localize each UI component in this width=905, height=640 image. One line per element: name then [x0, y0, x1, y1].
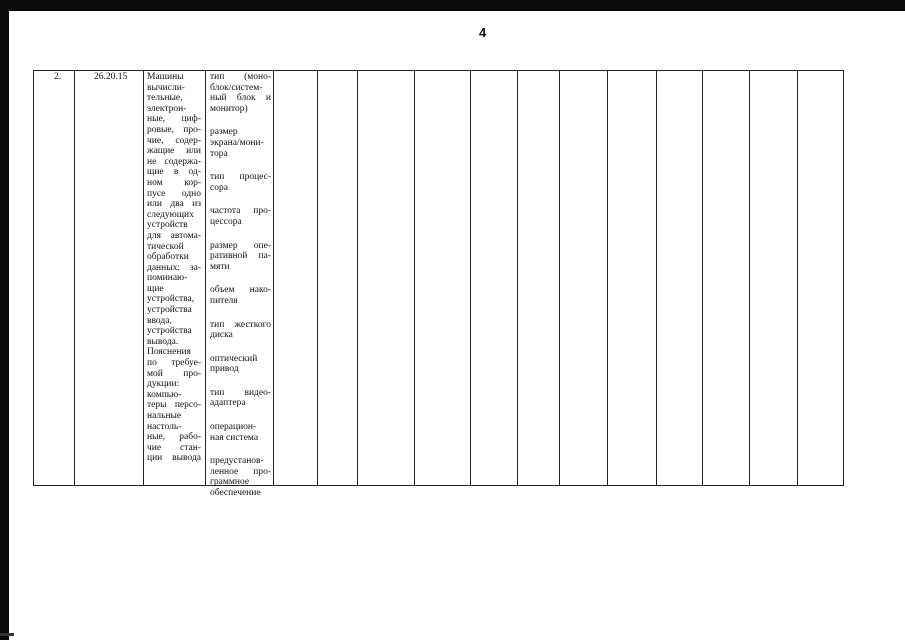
scan-bottom-mark	[0, 633, 14, 636]
characteristic-line: ный блок и	[210, 93, 271, 104]
table-col-border	[749, 70, 750, 486]
characteristic-line: привод	[210, 364, 239, 375]
characteristic-item	[210, 422, 271, 443]
product-name-line: мой про-	[147, 368, 201, 379]
characteristic-line: тип (моно-	[210, 72, 271, 82]
table-col-border	[357, 70, 358, 486]
product-name-line: или два из	[147, 199, 201, 210]
characteristic-item	[210, 354, 271, 375]
product-name-line: ровые, про-	[147, 124, 201, 135]
product-name-line: поминаю-	[147, 273, 188, 284]
characteristic-line: объем нако-	[210, 285, 271, 296]
characteristic-line: операцион-	[210, 422, 257, 433]
characteristic-line: диска	[210, 330, 233, 341]
characteristic-line: адаптера	[210, 398, 246, 409]
requirements-table	[33, 70, 844, 499]
product-name-line: для автома-	[147, 230, 201, 241]
scan-left-border	[0, 0, 9, 640]
table-col-border	[205, 70, 206, 486]
characteristic-line: размер	[210, 127, 238, 138]
product-name-line: тельные,	[147, 93, 183, 104]
product-name-line: ные, рабо-	[147, 432, 201, 443]
table-col-border	[517, 70, 518, 486]
table-col-border	[74, 70, 75, 486]
characteristic-item	[210, 456, 271, 498]
table-col-border	[273, 70, 274, 486]
table-col-border	[843, 70, 844, 486]
product-name-line: дукции:	[147, 379, 180, 390]
product-name-line: теры персо-	[147, 400, 201, 411]
table-col-border	[143, 70, 144, 486]
characteristic-line: частота про-	[210, 206, 271, 217]
characteristic-line: граммное	[210, 477, 250, 488]
table-col-border	[797, 70, 798, 486]
characteristic-item	[210, 206, 271, 227]
characteristic-line: пителя	[210, 295, 238, 306]
product-name-line: Пояснения	[147, 347, 191, 358]
product-name-line: чие, содер-	[147, 135, 201, 146]
table-col-border	[33, 70, 34, 486]
table-col-border	[470, 70, 471, 486]
table-col-border	[414, 70, 415, 486]
product-name-line: вывода.	[147, 336, 179, 347]
product-name-line: ции вывода	[147, 453, 201, 464]
product-name-line: щие в од-	[147, 167, 201, 178]
characteristic-line: тора	[210, 148, 228, 159]
table-col-border	[656, 70, 657, 486]
characteristic-item	[210, 241, 271, 273]
characteristic-line: сора	[210, 182, 228, 193]
characteristic-line: размер опе-	[210, 240, 271, 251]
product-name-line: жащие или	[147, 146, 201, 157]
characteristic-line: ная система	[210, 432, 259, 443]
characteristic-line: блок/систем-	[210, 82, 263, 93]
product-name-line: следующих	[147, 209, 194, 220]
characteristic-line: ленное про-	[210, 466, 271, 477]
product-name-line: вычисли-	[147, 82, 185, 93]
table-col-border	[317, 70, 318, 486]
characteristic-line: предустанов-	[210, 456, 264, 467]
characteristic-line: ративной па-	[210, 251, 271, 262]
product-name-line: устройства	[147, 305, 192, 316]
product-name-line: ном кор-	[147, 177, 201, 188]
characteristic-item	[210, 388, 271, 409]
table-top-border	[33, 70, 844, 71]
product-name-line: по требуе-	[147, 358, 201, 369]
product-name-line: Машины	[147, 72, 184, 82]
product-name-line: данных: за-	[147, 262, 201, 273]
table-bottom-border	[33, 485, 844, 486]
characteristic-item	[210, 72, 271, 114]
product-name-line: компью-	[147, 389, 182, 400]
characteristic-item	[210, 320, 271, 341]
product-name-line: устройства,	[147, 294, 195, 305]
characteristic-line: тип жесткого	[210, 319, 271, 330]
characteristic-line: экрана/мони-	[210, 137, 264, 148]
product-name-line: щие	[147, 283, 164, 294]
okpd-code: 26.20.15	[94, 72, 128, 82]
page-number: 4	[479, 25, 487, 40]
scan-top-border	[0, 0, 905, 11]
characteristic-line: монитор)	[210, 103, 248, 114]
product-name-line: обработки	[147, 252, 189, 263]
product-name-line: ввода,	[147, 315, 172, 326]
characteristic-item	[210, 172, 271, 193]
product-name-line: электрон-	[147, 103, 187, 114]
characteristic-line: мяти	[210, 261, 230, 272]
product-name-line: устройства	[147, 326, 192, 337]
product-name-line: чие стан-	[147, 442, 201, 453]
table-col-border	[702, 70, 703, 486]
product-name-line: нальные	[147, 411, 182, 421]
product-name-line: устройств	[147, 220, 188, 231]
product-name-cell	[147, 72, 201, 464]
characteristic-line: обеспечение	[210, 488, 261, 499]
characteristic-line: цессора	[210, 216, 242, 227]
row-number: 2.	[54, 72, 62, 82]
characteristic-line: оптический	[210, 353, 258, 364]
product-name-line: настоль-	[147, 421, 182, 432]
table-col-border	[607, 70, 608, 486]
characteristics-cell	[210, 72, 271, 512]
characteristic-item	[210, 127, 271, 159]
product-name-line: тической	[147, 241, 184, 252]
product-name-line: не содержа-	[147, 156, 201, 167]
table-col-border	[559, 70, 560, 486]
characteristic-line: тип процес-	[210, 172, 271, 183]
product-name-line: ные, циф-	[147, 114, 201, 125]
product-name-line: пусе одно	[147, 188, 201, 199]
characteristic-item	[210, 285, 271, 306]
characteristic-line: тип видео-	[210, 387, 271, 398]
